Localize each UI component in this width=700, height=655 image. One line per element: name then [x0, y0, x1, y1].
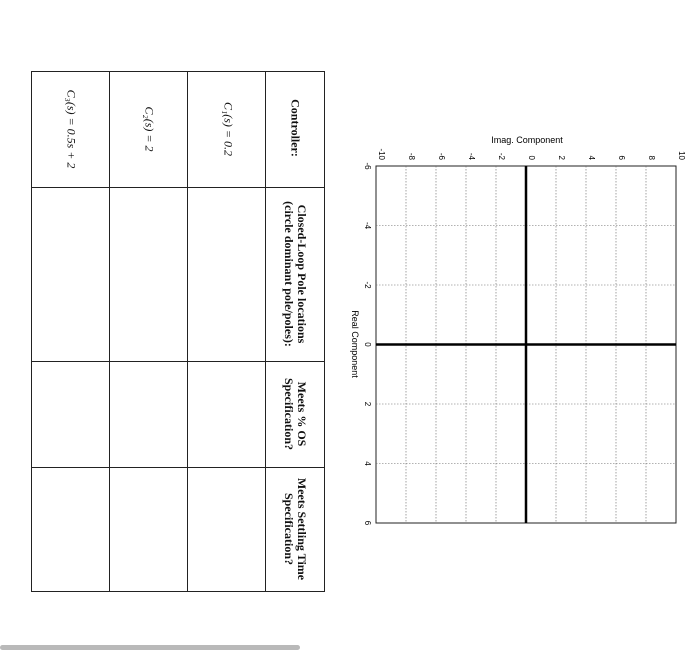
- horizontal-scrollbar[interactable]: [0, 645, 300, 650]
- controller-c1: C₁(s) = 0.2: [221, 102, 236, 156]
- real-tick-label: 2: [363, 401, 372, 407]
- real-tick-label: -2: [363, 281, 372, 289]
- real-tick-label: -6: [363, 162, 372, 170]
- imag-tick-label: 2: [557, 155, 566, 160]
- header-os-spec-line2: Specification?: [282, 378, 296, 450]
- real-tick-label: -4: [363, 221, 372, 230]
- imag-tick-label: -4: [467, 152, 476, 160]
- real-axis-label: Real Component: [350, 310, 360, 378]
- controller-c3: C₃(s) = 0.5s + 2: [64, 89, 79, 169]
- imag-tick-label: -8: [407, 152, 416, 160]
- real-tick-label: 6: [363, 520, 372, 526]
- imag-tick-label: -2: [497, 152, 506, 160]
- plot-axes: [376, 166, 676, 523]
- real-tick-label: 0: [363, 342, 372, 347]
- imag-tick-label: 6: [617, 155, 626, 160]
- header-settling-time-line1: Meets Settling Time: [295, 477, 309, 581]
- header-settling-time-line2: Specification?: [282, 493, 296, 565]
- header-os-spec-line1: Meets % OS: [295, 381, 309, 447]
- imag-tick-label: 10: [677, 151, 686, 160]
- real-tick-label: 4: [363, 461, 372, 466]
- header-pole-locations-line1: Closed-Loop Pole locations: [295, 204, 309, 344]
- header-controller-text: Controller:: [288, 99, 303, 157]
- imag-tick-label: -6: [437, 152, 446, 160]
- controller-c2: C₂(s) = 2: [142, 106, 157, 152]
- imag-tick-label: 0: [527, 155, 536, 160]
- plot-ticks: [363, 148, 686, 525]
- imag-axis-label: Imag. Component: [491, 135, 563, 145]
- header-pole-locations-line2: (circle dominant pole/poles):: [282, 201, 296, 347]
- imag-tick-label: -10: [377, 148, 386, 160]
- imag-tick-label: 8: [647, 155, 656, 160]
- imag-tick-label: 4: [587, 155, 596, 160]
